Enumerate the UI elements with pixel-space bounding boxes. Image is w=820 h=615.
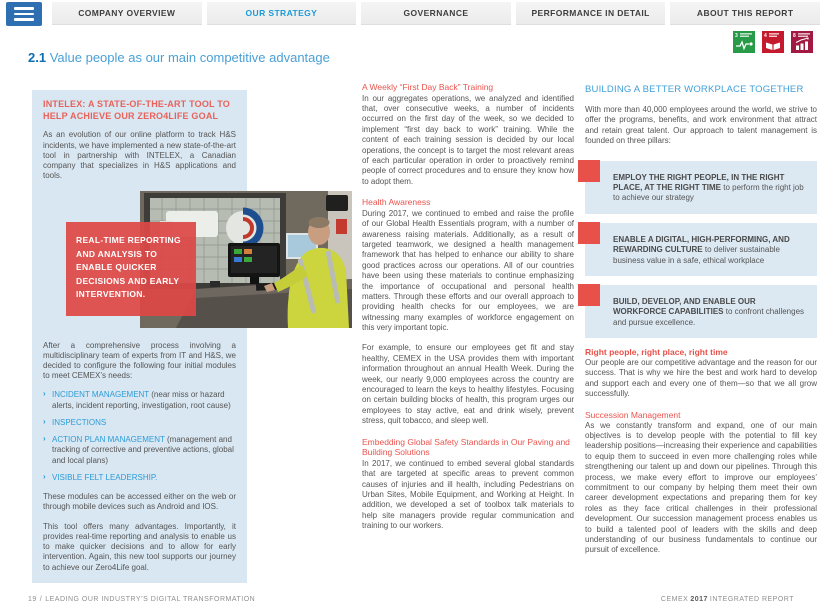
feature-box-heading: INTELEX: A STATE-OF-THE-ART TOOL TO HELP ACHIEVE OUR ZERO4LIFE GOAL <box>43 99 230 121</box>
sdg-decent-work-icon <box>791 31 813 53</box>
tab-company-overview[interactable]: COMPANY OVERVIEW <box>52 2 202 25</box>
pillar-item-2 <box>585 223 817 276</box>
page-number: 19 <box>28 596 37 603</box>
feature-paragraph-4: This tool offers many advantages. Importantly, it provides real-time reporting and analysis to enable us to make quicker decisions and to allow for early intervention. Again, this new tool supports our journey to achieve our Zero4Life goal. <box>43 521 236 572</box>
body-paragraph: In our aggregates operations, we analyzed and identified that, over consecutive weeks, a number of incidents occurred on the first day of the week, so we decided to implement “first day back to work” training. While the content of each training session is decided by our local operations, the concept is to target the most relevant areas of each particular operation in order to proactively remind people of correct procedures and to ensure they know how to adopt them. <box>362 93 574 186</box>
subsection-heading: Embedding Global Safety Standards in Our Paving and Building Solutions <box>362 436 570 458</box>
footer-section-title: LEADING OUR INDUSTRY’S DIGITAL TRANSFORMATION <box>45 596 256 603</box>
succession-paragraph: As we constantly transform and expand, one of our main objectives is to develop people with the potential to fill key leadership positions—increasing their experience and capabilities to equip them to succeed in even more challenging roles while strengthening our talent up and down our pipelines. Through this process, we make every effort to improve our employees’ commitment to our company by helping them meet their own career development expectations and preparing them for key roles as they face critical challenges in their professional development. Our succession management process enables us to build a talented pool of leaders with the skills and deep understanding of our business fundamentals to continue our pursuit of excellence. <box>585 420 817 555</box>
chevron-right-icon: › <box>43 434 46 444</box>
workplace-intro: With more than 40,000 employees around the world, we strive to offer the programs, benefits, and work environment that attract and retain great talent. Our approach to talent management is founded on three pillars: <box>585 105 817 146</box>
chevron-right-icon: › <box>43 471 46 481</box>
footer-report-title: INTEGRATED REPORT <box>709 596 794 603</box>
footer-right <box>661 596 794 603</box>
right-column <box>585 84 817 566</box>
pillar-bold-text: EMPLOY THE RIGHT PEOPLE, IN THE RIGHT PLACE, AT THE RIGHT TIME <box>613 172 785 192</box>
section-first-day-back <box>362 82 574 187</box>
pillar-item-3 <box>585 285 817 338</box>
tab-about-this-report[interactable]: ABOUT THIS REPORT <box>670 2 820 25</box>
sdg-badges <box>733 31 813 53</box>
body-paragraph: During 2017, we continued to embed and raise the profile of our Global Health Essentials program, with a number of awareness raising materials. Additionally, as a result of targeted teamwork, we designed a health management framework that has helped to enhance our ability to share good practices across our operations. All of our countries have been using these materials to continue emphasizing the importance of occupational and personal health matters. Through these efforts and our overall approach to providing health checks for our employees, we are witnessing many examples of workforce engagement on this very important topic. <box>362 208 574 333</box>
middle-column <box>362 82 574 542</box>
feature-paragraph-3: These modules can be accessed either on the web or through mobile devices such as Android and IOS. <box>43 492 236 512</box>
intelex-feature-box <box>32 90 247 583</box>
tab-performance-in-detail[interactable]: PERFORMANCE IN DETAIL <box>516 2 666 25</box>
section-health-awareness <box>362 197 574 426</box>
page-title <box>28 50 330 65</box>
list-item: › VISIBLE FELT LEADERSHIP. <box>43 471 158 482</box>
footer-left <box>28 596 255 603</box>
workplace-heading: BUILDING A BETTER WORKPLACE TOGETHER <box>585 84 804 95</box>
body-paragraph: For example, to ensure our employees get fit and stay healthy, CEMEX in the USA provides them with important information throughout an annual Health Week. During the week, our nearly 9,000 employees across the country are encouraged to learn the keys to healthy lifestyles. Focusing on certain building blocks of health, this program urges our employees to stay active, eat and drink wisely, prevent stress, quit tobacco, and sleep well. <box>362 343 574 426</box>
svg-text:4: 4 <box>764 33 767 39</box>
feature-paragraph-1: As an evolution of our online platform to track H&S incidents, we have implemented a new state-of-the-art tool in partnership with INTELEX, a Canadian company that specializes in H&S applications and tools. <box>43 130 236 181</box>
footer-year: 2017 <box>690 596 708 603</box>
pillar-item-1 <box>585 161 817 214</box>
pillar-bold-text: ENABLE A DIGITAL, HIGH-PERFORMING, AND REWARDING CULTURE <box>613 234 790 255</box>
pillar-bold-text: BUILD, DEVELOP, AND ENABLE OUR WORKFORCE CAPABILITIES <box>613 296 756 317</box>
svg-text:3: 3 <box>735 33 738 39</box>
right-people-paragraph: Our people are our competitive advantage and the reason for our success. That is why we hire the best and work hard to develop and support each and every one of them—so that we all grow successfully. <box>585 358 817 399</box>
list-item: › INSPECTIONS <box>43 416 107 427</box>
body-paragraph: In 2017, we continued to embed several global standards that are targeted at specific areas to prevent common causes of injuries and ill health, including Pedestrians on Urban Sites, Mobile Equipment, and Working at Height. In addition, we developed a set of toolbox talk materials to help site managers provide regular communication and training to our workers. <box>362 458 574 531</box>
tab-governance[interactable]: GOVERNANCE <box>361 2 511 25</box>
right-people-heading: Right people, right place, right time <box>585 347 728 358</box>
pillar-rest-text: to perform the right job to achieve our strategy <box>613 182 804 203</box>
subsection-heading: A Weekly “First Day Back” Training <box>362 82 494 92</box>
subsection-heading: Health Awareness <box>362 197 431 208</box>
red-square-marker <box>578 222 600 244</box>
red-square-marker <box>578 284 600 306</box>
module-list <box>43 390 236 483</box>
photo-callout: REAL-TIME REPORTING AND ANALYSIS TO ENABLE QUICKER DECISIONS AND EARLY INTERVENTION. <box>66 222 196 316</box>
sdg-good-health-icon <box>733 31 755 53</box>
section-title: Value people as our main competitive advantage <box>46 50 330 65</box>
list-item: › INCIDENT MANAGEMENT (near miss or hazard alerts, incident reporting, investigation, root cause) <box>43 389 231 410</box>
red-square-marker <box>578 160 600 182</box>
pillar-rest-text: to confront challenges and pursue excellence. <box>613 307 805 327</box>
pillar-rest-text: to deliver sustainable business value in a safe, ethical workplace <box>613 245 781 265</box>
feature-paragraph-2: After a comprehensive process involving a multidisciplinary team of experts from IT and H&S, we decided to configure the following four initial modules to meet CEMEX’s needs: <box>43 340 236 381</box>
top-nav <box>52 2 820 25</box>
footer-brand: CEMEX <box>660 596 689 603</box>
section-global-safety-standards <box>362 437 574 532</box>
succession-heading: Succession Management <box>585 409 681 420</box>
chevron-right-icon: › <box>43 389 46 399</box>
sdg-quality-education-icon <box>762 31 784 53</box>
menu-icon[interactable] <box>6 2 42 26</box>
chevron-right-icon: › <box>43 416 46 426</box>
list-item: › ACTION PLAN MANAGEMENT (management and tracking of corrective and preventive actions, global and local plans) <box>43 434 234 465</box>
footer-separator: / <box>39 596 43 603</box>
tab-our-strategy[interactable]: OUR STRATEGY <box>207 2 357 25</box>
section-number: 2.1 <box>28 50 47 65</box>
svg-text:8: 8 <box>793 33 796 39</box>
